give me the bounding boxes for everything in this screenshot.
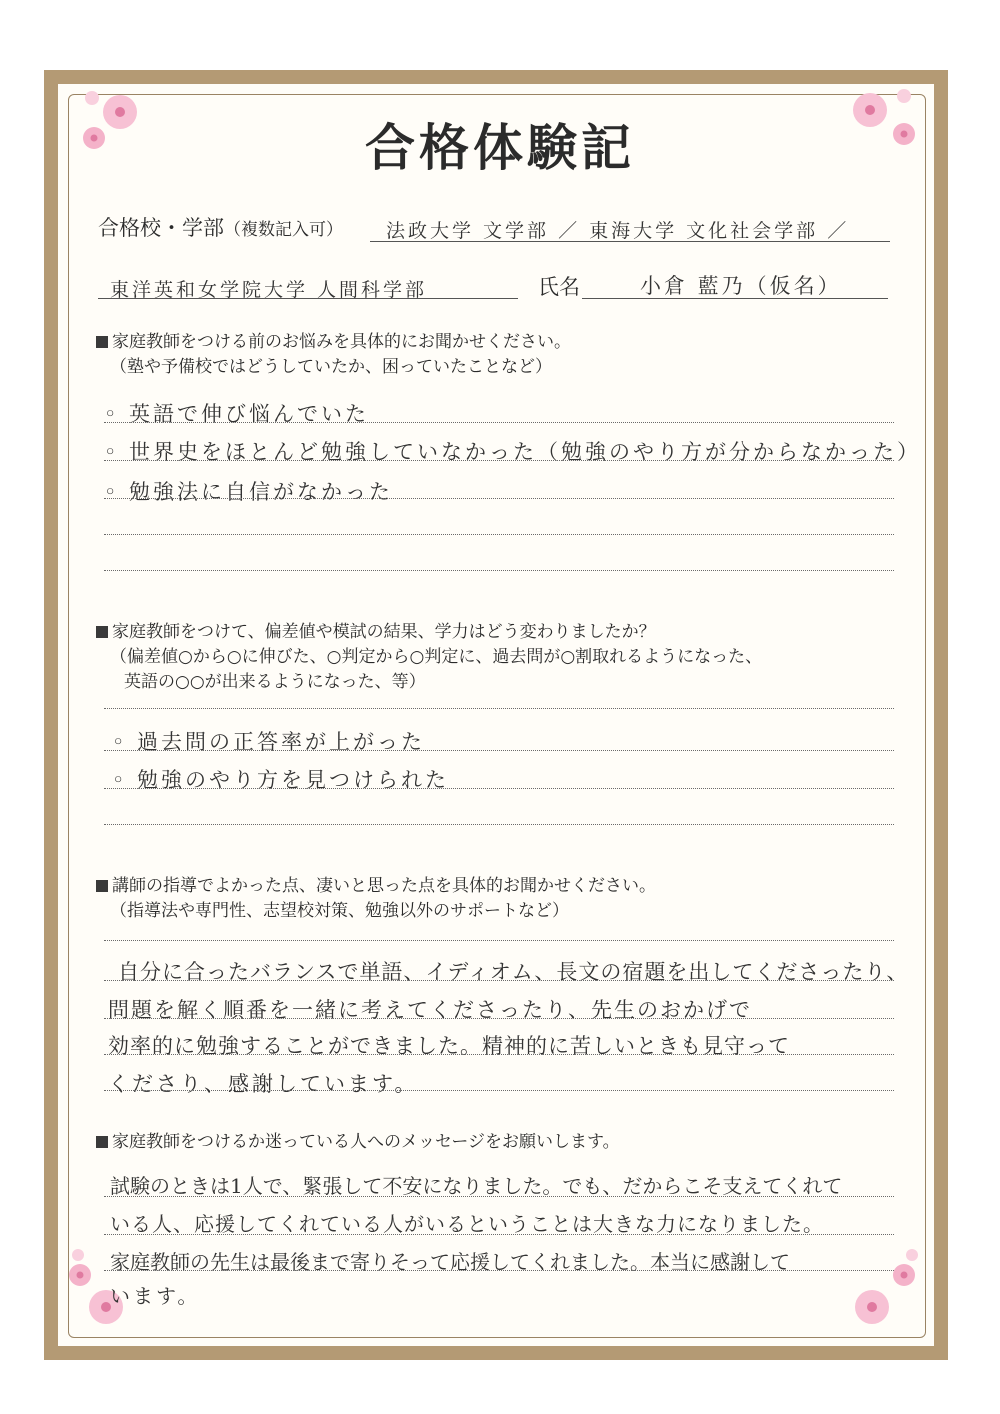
school-note: （複数記入可） [224,220,343,240]
name-value: 小倉 藍乃（仮名） [640,274,842,298]
answer-line [104,422,894,423]
answer-3-line-2: 問題を解く順番を一緒に考えてくださったり、先生のおかげで [108,998,752,1022]
cherry-blossom-icon [842,1245,932,1335]
question-3 [96,874,656,924]
answer-4-line-3: 家庭教師の先生は最後まで寄りそって応援してくれました。本当に感謝して [110,1250,790,1274]
answer-line [104,498,894,499]
school-label [98,212,343,242]
question-1-sub: （塾や予備校ではどうしていたか、困っていたことなど） [110,357,552,377]
answer-line [104,750,894,751]
answer-2-line-1: ◦ 過去問の正答率が上がった [112,730,426,754]
answer-line [104,570,894,571]
square-bullet-icon [96,336,108,348]
question-1-heading: 家庭教師をつける前のお悩みを具体的にお聞かせください。 [112,332,571,352]
answer-line [104,1270,894,1271]
question-4-heading: 家庭教師をつけるか迷っている人へのメッセージをお願いします。 [112,1132,620,1152]
answer-line [104,1090,894,1091]
question-3-sub: （指導法や専門性、志望校対策、勉強以外のサポートなど） [110,901,569,921]
name-label: 氏名 [538,275,580,299]
answer-3-line-1: 自分に合ったバランスで単語、イディオム、長文の宿題を出してくださったり、 [118,960,909,984]
answer-4-line-4: います。 [110,1284,201,1308]
answer-line [104,824,894,825]
answer-3-line-4: くださり、感謝しています。 [108,1072,419,1096]
question-2 [96,620,762,695]
question-1 [96,330,571,380]
school-underline-2 [98,298,518,299]
answer-4-line-1: 試験のときは1人で、緊張して不安になりました。でも、だからこそ支えてくれて [110,1174,843,1198]
question-2-sub-1: （偏差値○から○に伸びた、○判定から○判定に、過去問が○割取れるようになった、 [110,647,763,667]
answer-line [104,1054,894,1055]
answer-line [104,708,894,709]
square-bullet-icon [96,880,108,892]
question-4 [96,1130,620,1155]
answer-3-line-3: 効率的に勉強することができました。精神的に苦しいときも見守って [108,1034,790,1058]
square-bullet-icon [96,626,108,638]
answer-4-line-2: いる人、応援してくれている人がいるということは大きな力になりました。 [110,1212,824,1236]
answer-line [104,788,894,789]
answer-line [104,460,894,461]
square-bullet-icon [96,1136,108,1148]
answer-line [104,940,894,941]
answer-1-line-1: ◦ 英語で伸び悩んでいた [104,402,370,426]
school-line-2: 東洋英和女学院大学 人間科学部 [110,279,428,301]
page-title: 合格体験記 [365,118,635,177]
school-line-1: 法政大学 文学部 ／ 東海大学 文化社会学部 ／ [386,220,850,242]
answer-2-line-2: ◦ 勉強のやり方を見つけられた [112,768,450,792]
school-underline-1 [370,241,890,242]
answer-line [104,534,894,535]
answer-line [104,1196,894,1197]
name-underline [582,298,888,299]
question-2-sub-2: 英語の○○が出来るようになった、等） [124,672,426,692]
answer-line [104,1018,894,1019]
answer-1-line-3: ◦ 勉強法に自信がなかった [104,480,394,504]
question-3-heading: 講師の指導でよかった点、凄いと思った点を具体的お聞かせください。 [112,876,656,896]
answer-1-line-2: ◦ 世界史をほとんど勉強していなかった（勉強のやり方が分からなかった） [104,440,922,464]
question-2-heading: 家庭教師をつけて、偏差値や模試の結果、学力はどう変わりましたか？ [112,622,656,642]
answer-line [104,980,894,981]
school-label-text: 合格校・学部 [98,216,224,240]
answer-line [104,1234,894,1235]
